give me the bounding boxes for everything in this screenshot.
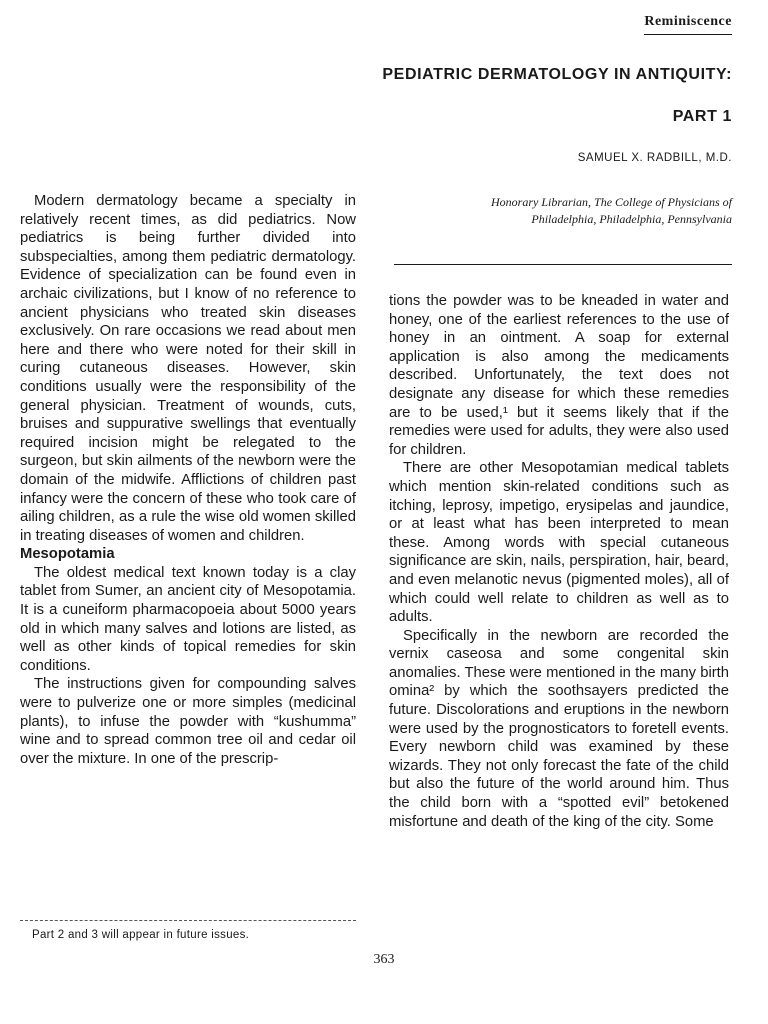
body-paragraph: There are other Mesopotamian medical tablets which mention skin-related conditions such as itching, leprosy, impetigo, erysipelas and jaundice, or at least what has been interpreted to mean these. Among words with special cutaneous significance are skin, nails, perspiration, hair, beard, and even melanotic nevus (pigmented moles), all of which could well relate to children as well as to adults. [389, 460, 729, 626]
body-paragraph: Modern dermatology became a specialty in relatively recent times, as did pediatrics. Now pediatrics is being further divided into subspecialties, among them pediatric dermatology. Evidence of specialization can be found even in archaic civilizations, but I know of no reference to ancient physicians who treated skin diseases exclusively. On rare occasions we read about men here and there who were noted for their skill in curing cutaneous diseases. However, skin conditions usually were the responsibility of the general physician. Treatment of wounds, cuts, bruises and suppurative swellings that eventually required incision might be relegated to the surgeon, but skin ailments of the newborn were the domain of the midwife. Afflictions of children past infancy were the concern of these who took care of ailing children, as a rule the wise old women skilled in treating diseases of women and children. [20, 193, 356, 544]
author-affiliation: Honorary Librarian, The College of Physicians of Philadelphia, Philadelphia, Pennsylvania [491, 195, 732, 226]
body-paragraph: Specifically in the newborn are recorded the vernix caseosa and some congenital skin anomalies. These were mentioned in the many birth omina² by which the soothsayers predicted the future. Discolorations and eruptions in the newborn were used by the prognosticators to foretell events. Every newborn child was examined by these wizards. They not only forecast the fate of the child but also the future of the world around him. Thus the child born with a “spotted evil” betokened misfortune and death of the king of the city. Some [389, 627, 729, 830]
footnote-divider [20, 920, 356, 921]
footnote: Part 2 and 3 will appear in future issues. [32, 929, 250, 941]
body-paragraph: tions the powder was to be kneaded in water and honey, one of the earliest references to the use of honey in an ointment. A soap for external application is also among the medicaments described. Unfortunately, the text does not designate any disease for which these remedies are to be used,¹ but it seems likely that if the remedies were used for adults, they were also used for children. [389, 293, 729, 458]
article-title: PEDIATRIC DERMATOLOGY IN ANTIQUITY: [382, 66, 732, 83]
left-column [20, 192, 356, 768]
body-paragraph: The oldest medical text known today is a clay tablet from Sumer, an ancient city of Mesopotamia. It is a cuneiform pharmacopoeia about 5000 years old in which many salves and lotions are listed, as well as other kinds of topical remedies for skin conditions. [20, 564, 356, 674]
article-part: PART 1 [672, 108, 732, 125]
author-name: SAMUEL X. RADBILL, M.D. [577, 152, 732, 164]
section-heading: Mesopotamia [20, 546, 115, 563]
body-paragraph: The instructions given for compounding salves were to pulverize one or more simples (medicinal plants), to infuse the powder with “kushumma” wine and to spread common tree oil and cedar oil over the mixture. In one of the prescrip- [20, 676, 356, 767]
affiliation-divider [394, 264, 732, 265]
section-label: Reminiscence [644, 14, 732, 35]
page-number: 363 [373, 952, 395, 967]
right-column [389, 292, 729, 831]
